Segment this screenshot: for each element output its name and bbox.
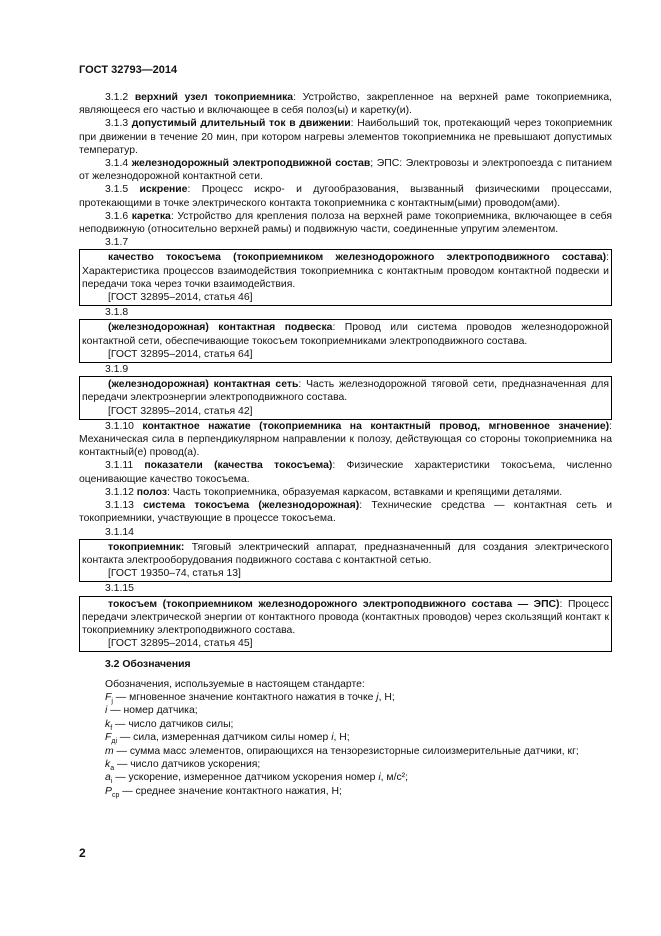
entry-term: система токосъема (железнодорожная): [143, 500, 360, 512]
entry-number: 3.1.15: [105, 583, 134, 595]
entry-number: 3.1.14: [105, 526, 134, 538]
definition-entry: [82, 598, 609, 638]
entry-text: : Устройство для крепления полоза на верхней раме токоприемника, включающее в себя неподвижную (относительно верхней рамы) и подвижную части, соединенные упругим элементом.: [79, 210, 613, 236]
entry-number: 3.1.9: [105, 364, 129, 376]
symbol-description: — число датчиков силы;: [112, 718, 234, 730]
definition-box: [79, 249, 612, 306]
symbol: m: [105, 745, 114, 757]
entry-text: : Технические средства — контактная сеть и токоприемники, участвующие в процессе токосъема.: [79, 500, 612, 525]
definitions-group-1: [79, 91, 612, 236]
symbol-variable: i: [331, 732, 334, 744]
symbol: k: [105, 758, 111, 770]
entry-term: качество токосъема (токоприемником железнодорожного электроподвижного состава): [108, 252, 607, 264]
symbol-unit: , м/с²;: [380, 772, 409, 784]
symbol-unit: , Н;: [333, 732, 350, 744]
definition-entry: [79, 499, 612, 525]
symbol: P: [105, 785, 112, 797]
entry-term: допустимый длительный ток в движении: [131, 118, 351, 130]
symbol: F: [105, 732, 112, 744]
definition-entry: [79, 210, 612, 236]
entry-number: 3.1.6: [105, 210, 132, 222]
symbol-description: — ускорение, измеренное датчиком ускорения номер: [112, 772, 379, 784]
definition-entry: [79, 486, 612, 499]
section-heading: 3.2 Обозначения: [105, 659, 191, 671]
entry-term: верхний узел токоприемника: [134, 92, 294, 103]
symbol-description: — сумма масс элементов, опирающихся на тензорезисторные силоизмерительные датчики, кг;: [113, 745, 579, 757]
boxed-definition-3-1-15: [79, 582, 612, 652]
source-reference: [ГОСТ 32895–2014, статья 64]: [108, 348, 253, 360]
entry-number: 3.1.8: [105, 307, 129, 319]
boxed-definition-3-1-8: [79, 306, 612, 363]
entry-number: 3.1.11: [105, 460, 145, 472]
definition-entry: [79, 183, 612, 209]
page-number: 2: [79, 846, 86, 860]
definition-entry: [79, 117, 612, 157]
entry-text: : Процесс передачи электрической энергии от контактного провода (контактных проводов) через скользящий контакт к токоприемнику электроподвижного состава.: [82, 598, 609, 636]
source-reference: [ГОСТ 19350–74, статья 13]: [108, 568, 241, 580]
entry-term: каретка: [131, 210, 171, 222]
definition-box: [79, 319, 612, 363]
entry-text: : Характеристика процессов взаимодействия токоприемника с контактным проводом контактной подвески и передачи тока через точки взаимодействия.: [82, 252, 609, 290]
entry-text: ; ЭПС: Электровозы и электропоезда с питанием от железнодорожной контактной сети.: [79, 158, 612, 183]
symbol: i: [105, 705, 108, 717]
entry-term: показатели (качества токосъема): [144, 460, 333, 472]
boxed-definition-3-1-9: [79, 363, 612, 420]
symbol-description: — среднее значение контактного нажатия, Н;: [119, 785, 342, 797]
symbol-variable: j: [376, 691, 379, 703]
symbol-entry: [79, 745, 612, 758]
document-body: [79, 91, 612, 798]
entry-text: : Часть железнодорожной тяговой сети, предназначенная для передачи электроэнергии электроподвижного состава.: [82, 379, 609, 404]
source-reference: [ГОСТ 32895–2014, статья 42]: [108, 405, 253, 417]
symbol-variable: i: [378, 772, 381, 784]
entry-text: Тяговый электрический аппарат, предназначенный для создания электрического контакта электрооборудования подвижного состава с контактной сетью.: [82, 541, 609, 566]
definition-box: [79, 376, 612, 420]
symbol-entry: [79, 771, 612, 784]
entry-number: 3.1.5: [105, 184, 140, 196]
definition-box: [79, 596, 612, 653]
symbol-subscript: ср: [111, 791, 120, 799]
symbol-entry: [79, 704, 612, 717]
definition-entry: [79, 420, 612, 460]
symbol-description: — номер датчика;: [107, 705, 198, 717]
definition-entry: [79, 91, 612, 117]
symbol-subscript: a: [110, 765, 115, 773]
entry-text: : Провод или система проводов железнодорожной контактной сети, обеспечивающие токосъем токоприемниками электроподвижного состава.: [82, 322, 609, 347]
entry-number: 3.1.10: [105, 420, 143, 432]
entry-number: 3.1.2: [105, 92, 135, 103]
symbol-subscript: f: [110, 724, 113, 732]
definition-entry: [82, 321, 609, 347]
entry-text: : Физические характеристики токосъема, численно оценивающие качество токосъема.: [79, 460, 612, 485]
entry-term: полоз: [136, 486, 167, 498]
definition-entry: [82, 251, 609, 291]
definition-entry: [79, 157, 612, 183]
symbol-subscript: j: [111, 698, 113, 706]
entry-term: токосъем (токоприемником железнодорожного электроподвижного состава — ЭПС): [108, 598, 560, 610]
entry-number: 3.1.7: [105, 237, 129, 249]
symbols-list: [79, 691, 612, 798]
definition-entry: [82, 541, 609, 567]
symbol-description: — мгновенное значение контактного нажатия в точке: [112, 691, 377, 703]
source-reference: [ГОСТ 32895–2014, статья 46]: [108, 292, 253, 304]
symbol-entry: [79, 785, 612, 798]
symbol-subscript: i: [110, 778, 113, 786]
symbol-description: — число датчиков ускорения;: [114, 758, 261, 770]
symbol: F: [105, 691, 112, 703]
definition-entry: [82, 378, 609, 404]
entry-text: : Механическая сила в перпендикулярном направлении к полозу, действующая со стороны токоприемника на контактный(е) провод(а).: [79, 420, 612, 459]
entry-term: (железнодорожная) контактная сеть: [108, 379, 299, 391]
symbol-unit: , Н;: [378, 691, 395, 703]
symbols-intro: Обозначения, используемые в настоящем стандарте:: [105, 678, 365, 690]
entry-number: 3.1.12: [105, 486, 137, 498]
boxed-definition-3-1-7: [79, 236, 612, 306]
entry-term: железнодорожный электроподвижной состав: [131, 158, 371, 170]
entry-text: : Наибольший ток, протекающий через токоприемник при движении в течение 20 мин, при котором нагревы элементов токоприемника не превышают допустимых температур.: [79, 118, 612, 156]
symbol-description: — сила, измеренная датчиком силы номер: [117, 732, 332, 744]
entry-text: : Устройство, закрепленное на верхней раме токоприемника, являющееся его частью и включающее в себя полоз(ы) и каретку(и).: [79, 92, 612, 117]
entry-term: искрение: [139, 184, 188, 196]
symbol-entry: [79, 731, 612, 744]
symbol-subscript: дi: [111, 738, 117, 746]
boxed-definition-3-1-14: [79, 526, 612, 583]
entry-term: контактное нажатие (токоприемника на контактный провод, мгновенное значение): [142, 420, 610, 432]
entry-text: : Процесс искро- и дугообразования, вызванный физическими процессами, протекающими в точке электрического контакта токоприемника с контактным(ыми) проводом(ами).: [79, 184, 612, 209]
symbol-entry: [79, 718, 612, 731]
definitions-group-2: [79, 420, 612, 526]
symbol: a: [105, 772, 111, 784]
entry-text: : Часть токоприемника, образуемая каркасом, вставками и крепящими деталями.: [166, 486, 563, 498]
entry-number: 3.1.3: [105, 118, 132, 130]
definition-box: [79, 539, 612, 583]
entry-number: 3.1.13: [105, 500, 144, 512]
document-header: ГОСТ 32793—2014: [79, 64, 178, 76]
symbol-entry: [79, 691, 612, 704]
entry-term: токоприемник:: [108, 541, 185, 553]
symbol-entry: [79, 758, 612, 771]
source-reference: [ГОСТ 32895–2014, статья 45]: [108, 638, 253, 650]
definition-entry: [79, 459, 612, 485]
entry-term: (железнодорожная) контактная подвеска: [108, 322, 333, 334]
symbol: k: [105, 718, 111, 730]
entry-number: 3.1.4: [105, 158, 132, 170]
